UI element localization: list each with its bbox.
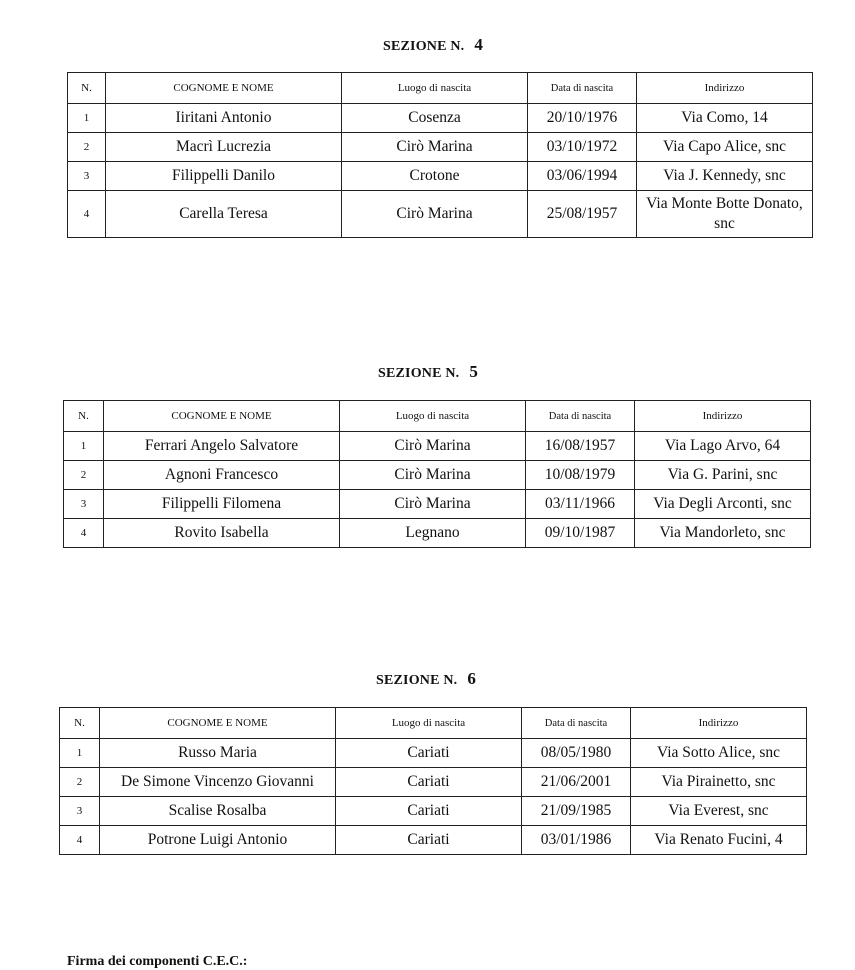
table-row xyxy=(60,797,807,826)
col-header-date: Data di nascita xyxy=(526,401,635,432)
row-date: 21/06/2001 xyxy=(522,768,631,797)
table-row xyxy=(60,768,807,797)
col-header-date: Data di nascita xyxy=(522,708,631,739)
row-number: 4 xyxy=(68,191,106,238)
row-address: Via G. Parini, snc xyxy=(635,461,811,490)
table-row xyxy=(64,461,811,490)
signature-caption: Firma dei componenti C.E.C.: xyxy=(67,954,248,969)
row-birthplace: Cariati xyxy=(336,768,522,797)
table-row xyxy=(68,162,813,191)
col-header-address: Indirizzo xyxy=(631,708,807,739)
table-row xyxy=(60,826,807,855)
row-birthplace: Cirò Marina xyxy=(342,191,528,238)
row-number: 3 xyxy=(68,162,106,191)
row-address: Via J. Kennedy, snc xyxy=(637,162,813,191)
row-date: 25/08/1957 xyxy=(528,191,637,238)
row-date: 21/09/1985 xyxy=(522,797,631,826)
col-header-n: N. xyxy=(64,401,104,432)
col-header-birthplace: Luogo di nascita xyxy=(336,708,522,739)
row-name: Iiritani Antonio xyxy=(106,104,342,133)
row-date: 08/05/1980 xyxy=(522,739,631,768)
row-name: Macrì Lucrezia xyxy=(106,133,342,162)
row-name: Ferrari Angelo Salvatore xyxy=(104,432,340,461)
row-name: Agnoni Francesco xyxy=(104,461,340,490)
col-header-date: Data di nascita xyxy=(528,73,637,104)
col-header-address: Indirizzo xyxy=(637,73,813,104)
row-name: Filippelli Danilo xyxy=(106,162,342,191)
section-4-table xyxy=(67,72,813,238)
row-name: Potrone Luigi Antonio xyxy=(100,826,336,855)
row-name: Filippelli Filomena xyxy=(104,490,340,519)
row-name: Rovito Isabella xyxy=(104,519,340,548)
col-header-name: COGNOME E NOME xyxy=(106,73,342,104)
section-number: 4 xyxy=(474,35,484,54)
row-birthplace: Cirò Marina xyxy=(340,490,526,519)
col-header-address: Indirizzo xyxy=(635,401,811,432)
section-5-title xyxy=(378,362,478,382)
row-address: Via Everest, snc xyxy=(631,797,807,826)
table-row xyxy=(68,133,813,162)
table-header-row xyxy=(68,73,813,104)
row-date: 03/06/1994 xyxy=(528,162,637,191)
row-address: Via Pirainetto, snc xyxy=(631,768,807,797)
row-address: Via Lago Arvo, 64 xyxy=(635,432,811,461)
row-name: Carella Teresa xyxy=(106,191,342,238)
row-number: 1 xyxy=(68,104,106,133)
row-birthplace: Cariati xyxy=(336,797,522,826)
row-date: 03/10/1972 xyxy=(528,133,637,162)
row-number: 2 xyxy=(68,133,106,162)
col-header-name: COGNOME E NOME xyxy=(104,401,340,432)
table-row xyxy=(68,191,813,238)
row-birthplace: Cariati xyxy=(336,739,522,768)
row-number: 1 xyxy=(60,739,100,768)
section-title-label: SEZIONE N. xyxy=(376,673,458,688)
row-number: 4 xyxy=(64,519,104,548)
row-name: De Simone Vincenzo Giovanni xyxy=(100,768,336,797)
row-name: Russo Maria xyxy=(100,739,336,768)
row-number: 1 xyxy=(64,432,104,461)
row-address: Via Sotto Alice, snc xyxy=(631,739,807,768)
row-birthplace: Cosenza xyxy=(342,104,528,133)
table-row xyxy=(68,104,813,133)
row-date: 20/10/1976 xyxy=(528,104,637,133)
row-address: Via Degli Arconti, snc xyxy=(635,490,811,519)
section-title-label: SEZIONE N. xyxy=(378,366,460,381)
row-birthplace: Cirò Marina xyxy=(340,461,526,490)
row-address: Via Mandorleto, snc xyxy=(635,519,811,548)
col-header-name: COGNOME E NOME xyxy=(100,708,336,739)
table-header-row xyxy=(64,401,811,432)
row-address: Via Renato Fucini, 4 xyxy=(631,826,807,855)
row-number: 2 xyxy=(60,768,100,797)
table-header-row xyxy=(60,708,807,739)
row-birthplace: Cirò Marina xyxy=(342,133,528,162)
table-row xyxy=(64,519,811,548)
row-birthplace: Crotone xyxy=(342,162,528,191)
row-date: 16/08/1957 xyxy=(526,432,635,461)
row-number: 3 xyxy=(60,797,100,826)
row-date: 09/10/1987 xyxy=(526,519,635,548)
row-number: 4 xyxy=(60,826,100,855)
row-date: 03/11/1966 xyxy=(526,490,635,519)
table-row xyxy=(60,739,807,768)
row-address: Via Monte Botte Donato, snc xyxy=(637,191,813,238)
row-number: 3 xyxy=(64,490,104,519)
col-header-n: N. xyxy=(68,73,106,104)
table-row xyxy=(64,432,811,461)
row-date: 03/01/1986 xyxy=(522,826,631,855)
row-number: 2 xyxy=(64,461,104,490)
col-header-n: N. xyxy=(60,708,100,739)
row-date: 10/08/1979 xyxy=(526,461,635,490)
section-6-title xyxy=(376,669,476,689)
row-birthplace: Cirò Marina xyxy=(340,432,526,461)
row-birthplace: Legnano xyxy=(340,519,526,548)
row-name: Scalise Rosalba xyxy=(100,797,336,826)
section-4-title xyxy=(383,35,483,55)
section-title-label: SEZIONE N. xyxy=(383,39,465,54)
col-header-birthplace: Luogo di nascita xyxy=(340,401,526,432)
table-row xyxy=(64,490,811,519)
section-6-table xyxy=(59,707,807,855)
row-address: Via Como, 14 xyxy=(637,104,813,133)
col-header-birthplace: Luogo di nascita xyxy=(342,73,528,104)
section-number: 5 xyxy=(469,362,479,381)
row-birthplace: Cariati xyxy=(336,826,522,855)
section-number: 6 xyxy=(467,669,477,688)
section-5-table xyxy=(63,400,811,548)
row-address: Via Capo Alice, snc xyxy=(637,133,813,162)
